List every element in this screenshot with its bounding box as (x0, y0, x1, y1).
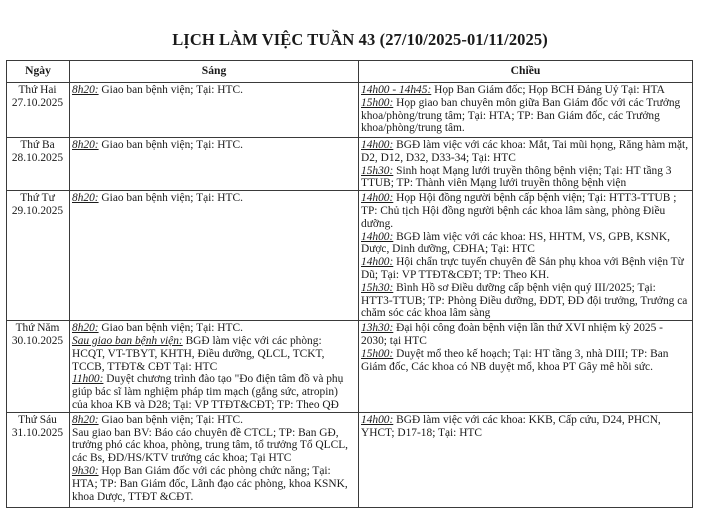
morning-cell (70, 321, 359, 413)
date-label: 30.10.2025 (11, 334, 64, 347)
weekday-label: Thứ Năm (15, 322, 60, 335)
date-label: 28.10.2025 (11, 151, 64, 164)
schedule-entry (361, 282, 689, 320)
entry-text: Bình Hồ sơ Điều dưỡng cấp bệnh viện quý III/2025; Tại: HTT3-TTUB; TP: Phòng Điều dưỡng, ĐDT, ĐD đội trưởng, Trưởng ca chăm sóc các khoa lâm sàng (361, 281, 688, 320)
schedule-entry (361, 414, 689, 440)
day-cell (7, 83, 70, 138)
afternoon-cell (359, 83, 693, 138)
schedule-entry (72, 414, 355, 427)
schedule-entry (72, 322, 355, 335)
morning-cell (70, 83, 359, 138)
entry-text: Họp giao ban chuyên môn giữa Ban Giám đốc với các Trưởng khoa/phòng/trung tâm; Tại: HTA; TP: Ban Giám đốc, các Trưởng khoa/phòng/trung tâm. (361, 96, 681, 135)
entry-time: 8h20: (72, 192, 99, 205)
schedule-entry (361, 231, 689, 257)
schedule-entry (361, 322, 689, 348)
date-label: 31.10.2025 (11, 426, 64, 439)
entry-text: Giao ban bệnh viện; Tại: HTC. (98, 84, 243, 96)
entry-time: 8h20: (72, 413, 99, 426)
entry-time: 8h20: (72, 84, 99, 96)
entry-text: BGĐ làm việc với các khoa: HS, HHTM, VS, GPB, KSNK, Dược, Dinh dưỡng, CĐHA; Tại: HTC (361, 230, 670, 256)
schedule-entry (361, 256, 689, 282)
morning-cell (70, 191, 359, 321)
afternoon-cell (359, 412, 693, 507)
entry-text: Họp Ban Giám đốc với các phòng chức năng; Tại: HTA; TP: Ban Giám đốc, Lãnh đạo các phòng, khoa KSNK, khoa Dược, TTĐT &CĐT. (72, 464, 348, 503)
entry-text: BGĐ làm việc với các khoa: Mắt, Tai mũi họng, Răng hàm mặt, D2, D12, D32, D33-34; Tại: HTC (361, 139, 689, 164)
entry-time: 15h30: (361, 281, 394, 294)
entry-text: Giao ban bệnh viện; Tại: HTC. (98, 413, 243, 426)
entry-time: Sau giao ban bệnh viện: (72, 334, 183, 347)
entry-time: 9h30: (72, 464, 99, 477)
weekday-label: Thứ Tư (20, 192, 55, 205)
date-label: 29.10.2025 (11, 204, 64, 217)
table-row (7, 412, 693, 507)
weekday-label: Thứ Hai (18, 84, 57, 96)
schedule-entry (361, 165, 689, 191)
page-title: LỊCH LÀM VIỆC TUẦN 43 (27/10/2025-01/11/2025) (172, 30, 548, 49)
entry-text: Giao ban bệnh viện; Tại: HTC. (98, 192, 243, 205)
day-cell (7, 321, 70, 413)
entry-time: 15h30: (361, 164, 394, 177)
entry-text: BGĐ làm việc với các khoa: KKB, Cấp cứu, D24, PHCN, YHCT; D17-18; Tại: HTC (361, 413, 661, 439)
entry-text: Đại hội công đoàn bệnh viện lần thứ XVI nhiệm kỳ 2025 - 2030; tại HTC (361, 322, 663, 347)
entry-time: 8h20: (72, 322, 99, 335)
entry-text: Sau giao ban BV: Báo cáo chuyên đề CTCL; TP: Ban GĐ, trưởng phó các khoa, phòng, trung tâm, tổ trưởng Tổ QLCL, các Bs, ĐD/HS/KTV trưởng các khoa; Tại HTC (72, 426, 349, 465)
schedule-entry (72, 373, 355, 411)
weekday-label: Thứ Ba (20, 139, 55, 151)
entry-time: 15h00: (361, 347, 394, 360)
schedule-entry (361, 97, 689, 135)
entry-time: 11h00: (72, 373, 104, 386)
schedule-entry (361, 139, 689, 165)
morning-cell (70, 412, 359, 507)
entry-time: 15h00: (361, 96, 394, 109)
header-afternoon: Chiều (359, 61, 693, 83)
schedule-entry (72, 84, 355, 97)
entry-time: 14h00: (361, 413, 394, 426)
entry-text: Hội chẩn trực tuyến chuyên đề Sản phụ khoa với Bệnh viện Từ Dũ; Tại: VP TTĐT&CĐT; TP: Theo KH. (361, 256, 684, 281)
schedule-entry (361, 192, 689, 230)
afternoon-cell (359, 138, 693, 191)
entry-time: 14h00 - 14h45: (361, 84, 432, 96)
schedule-entry (361, 84, 689, 97)
day-cell (7, 138, 70, 191)
morning-cell (70, 138, 359, 191)
afternoon-cell (359, 321, 693, 413)
entry-time: 14h00: (361, 139, 394, 151)
entry-time: 8h20: (72, 139, 99, 151)
schedule-entry (72, 465, 355, 503)
schedule-entry (72, 335, 355, 373)
header-day: Ngày (7, 61, 70, 83)
entry-text: BGĐ làm việc với các phòng: HCQT, VT-TBYT, KHTH, Điều dưỡng, QLCL, TCKT, TCCB, TTĐT& CĐT Tại: HTC (72, 334, 325, 373)
schedule-entry (361, 348, 689, 374)
table-row (7, 191, 693, 321)
entry-time: 13h30: (361, 322, 394, 335)
entry-text: Duyệt chương trình đào tạo "Đo điện tâm đồ và phụ giúp bác sĩ làm nghiệm pháp tim mạch (gắng sức, atropin) của khoa KB và D28; Tại: VP TTĐT&CĐT; TP: Theo QĐ (72, 373, 344, 411)
entry-text: Sinh hoạt Mạng lưới truyền thông bệnh viện; Tại: HT tầng 3 TTUB; TP: Thành viên Mạng lưới truyền thông bệnh viện (361, 164, 672, 190)
entry-time: 14h00: (361, 256, 394, 269)
table-row (7, 321, 693, 413)
entry-time: 14h00: (361, 230, 394, 243)
schedule-entry (72, 192, 355, 205)
entry-text: Họp Hội đồng người bệnh cấp bệnh viện; Tại: HTT3-TTUB ; TP: Chủ tịch Hội đồng người bệnh các khoa lâm sàng, phòng Điều dưỡng. (361, 192, 677, 230)
day-cell (7, 191, 70, 321)
schedule-entry (72, 139, 355, 152)
entry-text: Giao ban bệnh viện; Tại: HTC. (98, 139, 243, 151)
table-row (7, 83, 693, 138)
day-cell (7, 412, 70, 507)
weekday-label: Thứ Sáu (18, 413, 57, 426)
entry-text: Duyệt mổ theo kế hoạch; Tại: HT tầng 3, nhà DIII; TP: Ban Giám đốc, Các khoa có NB duyệt mổ, khoa PT Gây mê hồi sức. (361, 347, 669, 373)
schedule-entry (72, 427, 355, 465)
entry-text: Họp Ban Giám đốc; Họp BCH Đảng Uỷ Tại: HTA (431, 84, 665, 96)
date-label: 27.10.2025 (11, 96, 64, 109)
header-row (7, 61, 693, 83)
entry-time: 14h00: (361, 192, 394, 205)
afternoon-cell (359, 191, 693, 321)
table-row (7, 138, 693, 191)
header-morning: Sáng (70, 61, 359, 83)
schedule-table (6, 60, 693, 508)
entry-text: Giao ban bệnh viện; Tại: HTC. (98, 322, 243, 335)
